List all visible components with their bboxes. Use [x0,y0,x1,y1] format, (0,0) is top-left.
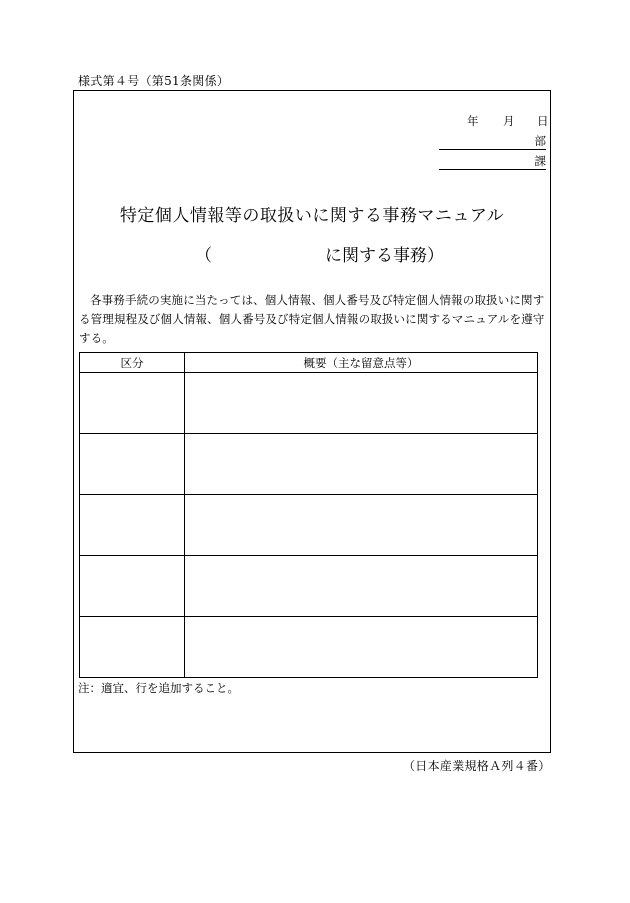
form-frame [73,90,551,753]
paper-size-note: （日本産業規格Ａ列４番） [403,759,551,773]
section-field: 課 [439,153,546,170]
year-label: 年 [467,114,479,128]
summary-cell [185,434,538,495]
summary-cell [185,556,538,617]
summary-cell [185,617,538,678]
table-row [80,495,538,556]
department-field: 部 [439,133,546,150]
form-number: 様式第４号（第51条関係） [78,74,230,88]
manual-table [79,352,538,678]
header-category: 区分 [80,353,185,373]
summary-cell [185,495,538,556]
category-cell [80,373,185,434]
header-summary: 概要（主な留意点等） [185,353,538,373]
table-row [80,373,538,434]
category-cell [80,556,185,617]
category-cell [80,495,185,556]
table-row [80,556,538,617]
day-label: 日 [537,114,549,128]
month-label: 月 [503,114,515,128]
date-line [467,113,547,129]
intro-paragraph: 各事務手続の実施に当たっては、個人情報、個人番号及び特定個人情報の取扱いに関する管理規程及び個人情報、個人番号及び特定個人情報の取扱いに関するマニュアルを遵守する。 [79,293,545,345]
subtitle-open-paren: （ [195,246,212,266]
category-cell [80,434,185,495]
summary-cell [185,373,538,434]
table-header-row [80,353,538,373]
subtitle-text: に関する事務） [325,246,444,266]
category-cell [80,617,185,678]
document-title: 特定個人情報等の取扱いに関する事務マニュアル [119,206,505,226]
table-note: 注：適宜、行を追加すること。 [78,681,239,695]
table-row [80,434,538,495]
table-row [80,617,538,678]
